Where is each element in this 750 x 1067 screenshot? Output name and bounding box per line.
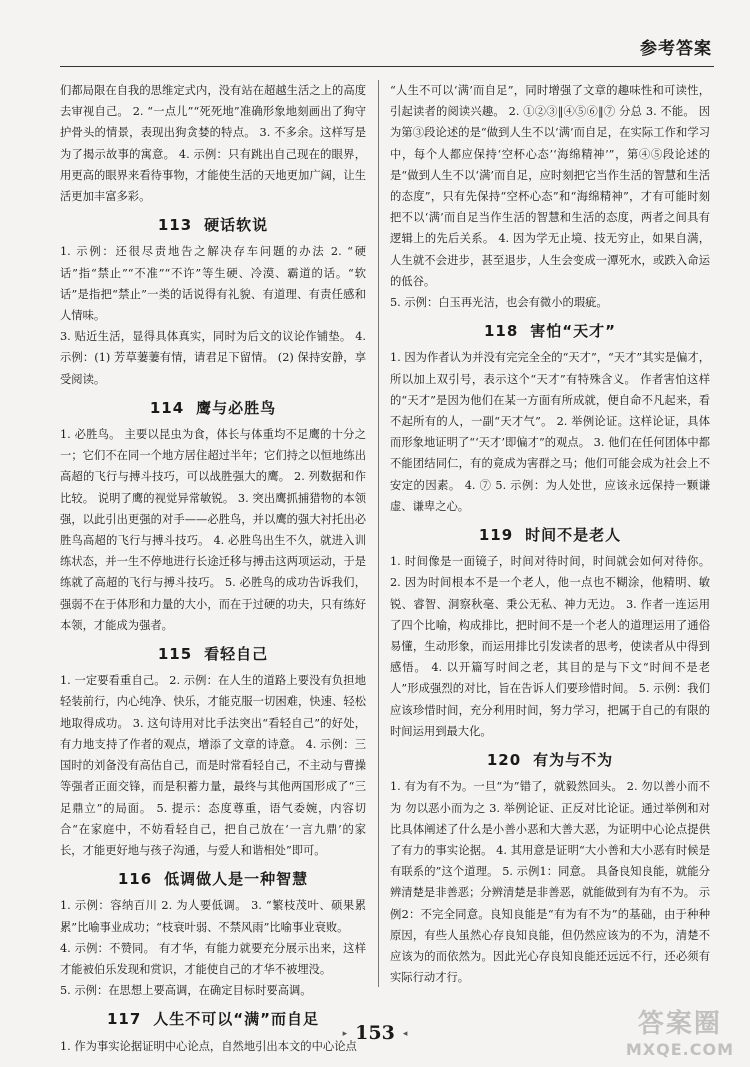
section-title-119 — [390, 525, 710, 546]
answer-paragraph: 1. 示例：还很尽责地告之解决存车问题的办法 2. “硬话”指“禁止”“不准”“不许”等生硬、冷漠、霸道的话。“软话”是指把“禁止”一类的话说得有礼貌、有道理、有责任感和人情味。 — [60, 245, 366, 323]
section-number: 115 — [157, 645, 193, 664]
arrow-right-icon: ▸ — [342, 1029, 348, 1039]
watermark-url: MXQE.COM — [625, 1040, 734, 1059]
answer-paragraph: 们都局限在自我的思维定式内，没有站在超越生活之上的高度去审视自己。 2. “一点儿”“死死地”准确形象地刻画出了狗守护骨头的情景，表现出狗贪婪的特点。 3. 不多余。这样写是为了揭示故事的寓意。 4. 示例：只有跳出自己现在的眼界，用更高的眼界来看待事物，才能使生活的天地更加广阔，让生活更加丰富多彩。 — [60, 84, 366, 204]
section-title-text: 有为与不为 — [533, 751, 614, 770]
answer-paragraph: 1. 有为有不为。一旦“为”错了，就毅然回头。 2. 勿以善小而不为 勿以恶小而为之 3. 举例论证、正反对比论证。通过举例和对比具体阐述了什么是小善小恶和大善大恶，为证明中心论点提供了有力的事实论据。 4. 其用意是证明“大小善和大小恶有时候是有联系的”这个道理。 5. 示例1：同意。 具备良知良能，就能分辨清楚是非善恶；分辨清楚是非善恶，就能做到有为有不为。 示例2：不完全同意。良知良能是“有为有不为”的基础，由于种种原因，有些人虽然心存良知良能，但仍然应该为的不为，清楚不应该为的而依然为。因此光心存良知良能还远远不行，还必须有实际行动才行。 — [390, 780, 710, 985]
section-number: 116 — [117, 870, 153, 889]
section-number: 117 — [106, 1010, 142, 1029]
answer-paragraph: “人生不可以‘满’而自足”，同时增强了文章的趣味性和可读性，引起读者的阅读兴趣。 2. ①②③‖④⑤⑥‖⑦ 分总 3. 不能。 因为第③段论述的是“做到人生不以‘满’而自足，在实际工作和学习中，每个人都应保持‘空杯心态’‘海绵精神’”，第④⑤段论述的是“做到人生不以‘满’而自足，应时刻把它当作生活的智慧和生活的态度”，只有先保持“空杯心态”和“海绵精神”，才有可能时刻把不以‘满’而自足当作生活的智慧和生活的态度，两者之间具有逻辑上的先后关系。 4. 因为学无止境、技无穷止，如果自满，人生就不会进步，甚至退步，人生会变成一潭死水，或跌入命运的低谷。 — [390, 84, 710, 288]
watermark-logo — [626, 1003, 734, 1059]
section-title-118 — [390, 321, 710, 342]
section-title-113 — [60, 215, 366, 236]
section-number: 118 — [483, 322, 519, 341]
section-title-text: 鹰与必胜鸟 — [196, 398, 277, 417]
page-number-text: 153 — [355, 1022, 395, 1044]
section-title-text: 害怕“天才” — [530, 322, 617, 341]
answer-paragraph: 1. 一定要看重自己。 2. 示例：在人生的道路上要没有负担地轻装前行，内心纯净、快乐，才能克服一切困难，快速、轻松地取得成功。 3. 这句诗用对比手法突出“看轻自己”的好处，有力地支持了作者的观点，增添了文章的诗意。 4. 示例：三国时的刘备没有高估自己，而是时常看轻自己，不主动与曹操等强者正面交锋，而是积蓄力量，最终与其他两国形成了“三足鼎立”的局面。 5. 提示：态度尊重，语气委婉，内容切合“在家庭中，不妨看轻自己，把自己放在‘一言九鼎’的家长，才能更好地与孩子沟通，与爱人和谐相处”即可。 — [60, 674, 366, 857]
watermark-brand: 答案圈 — [637, 1009, 722, 1039]
answer-paragraph: 1. 示例：容纳百川 2. 为人要低调。 3. “繁枝茂叶、硕果累累”比喻事业成功；“枝衰叶弱、不禁风雨”比喻事业衰败。 — [60, 899, 366, 934]
section-number: 119 — [478, 526, 514, 545]
answer-paragraph: 3. 贴近生活，显得具体真实，同时为后文的议论作铺垫。 4. 示例：(1) 芳草萋萋有情，请君足下留情。 (2) 保持安静，享受阅读。 — [60, 330, 366, 386]
section-title-116 — [60, 869, 366, 890]
header-rule — [60, 66, 714, 67]
right-column — [390, 80, 710, 988]
section-number: 113 — [157, 216, 193, 235]
column-divider — [378, 80, 379, 987]
answer-paragraph: 1. 因为作者认为并没有完完全全的“天才”，“天才”其实是偏才，所以加上双引号，表示这个“天才”有特殊含义。 作者害怕这样的“天才”是因为他们在某一方面有所成就，便自命不凡起来，看不起所有的人，一副“天才气”。 2. 举例论证。这样论证，具体而形象地证明了“‘天才’即偏才”的观点。 3. 他们在任何团体中都不能团结同仁，有的竟成为害群之马；他们可能会成为社会上不安定的因素。 4. ⑦ 5. 示例：为人处世，应该永远保持一颗谦虚、谦卑之心。 — [390, 351, 710, 513]
answer-paragraph: 5. 示例：在思想上要高调，在确定目标时要高调。 — [60, 984, 312, 998]
arrow-left-icon: ◂ — [402, 1029, 408, 1039]
section-number: 120 — [486, 751, 522, 770]
left-column — [60, 80, 366, 1057]
section-number: 114 — [149, 398, 185, 417]
section-title-text: 人生不可以“满”而自足 — [153, 1010, 320, 1029]
section-title-115 — [60, 644, 366, 665]
answer-paragraph: 5. 示例：白玉再光洁，也会有微小的瑕疵。 — [390, 296, 608, 310]
section-title-text: 低调做人是一种智慧 — [164, 870, 309, 889]
answer-paragraph: 4. 示例：不赞同。 有才华，有能力就要充分展示出来，这样才能被伯乐发现和赏识，才能使自己的才华不被埋没。 — [60, 941, 366, 976]
answer-paragraph: 1. 作为事实论据证明中心论点，自然地引出本文的中心论点 — [60, 1039, 357, 1053]
section-title-114 — [60, 398, 366, 419]
section-title-text: 看轻自己 — [204, 645, 269, 664]
section-title-text: 时间不是老人 — [525, 526, 622, 545]
answer-paragraph: 1. 必胜鸟。 主要以昆虫为食，体长与体重均不足鹰的十分之一；它们不在同一个地方居住超过半年；它们持之以恒地练出高超的飞行与搏斗技巧，可以战胜强大的鹰。 2. 列数据和作比较。 说明了鹰的视觉异常敏锐。 3. 突出鹰抓捕猎物的本领强，以此引出更强的对手——必胜鸟，并以鹰的强大衬托出必胜鸟高超的飞行与搏斗技巧。 4. 必胜鸟出生不久，就进入训练状态，并一生不停地进行长途迁移与搏击这两项运动，于是练就了高超的飞行与搏斗技巧。 5. 必胜鸟的成功告诉我们，强弱不在于体形和力量的大小，而在于过硬的功夫，只有练好本领，才能成为强者。 — [60, 428, 366, 632]
section-title-120 — [390, 750, 710, 771]
page-header-title: 参考答案 — [640, 39, 712, 59]
section-title-text: 硬话软说 — [204, 216, 269, 235]
answer-paragraph: 1. 时间像是一面镜子，时间对待时间，时间就会如何对待你。 2. 因为时间根本不是一个老人，他一点也不糊涂，他精明、敏锐、睿智、洞察秋毫、秉公无私、神力无边。 3. 作者一连运用了四个比喻，构成排比，把时间不是一个老人的道理运用了通俗易懂，生动形象，而运用排比引发读者的思考，使读者从中得到感悟。 4. 以开篇写时间之老，其目的是与下文“时间不是老人”形成强烈的对比，旨在告诉人们要珍惜时间。 5. 示例：我们应该珍惜时间，充分利用时间，努力学习，把属于自己的有限的时间运用到最大化。 — [390, 555, 710, 738]
